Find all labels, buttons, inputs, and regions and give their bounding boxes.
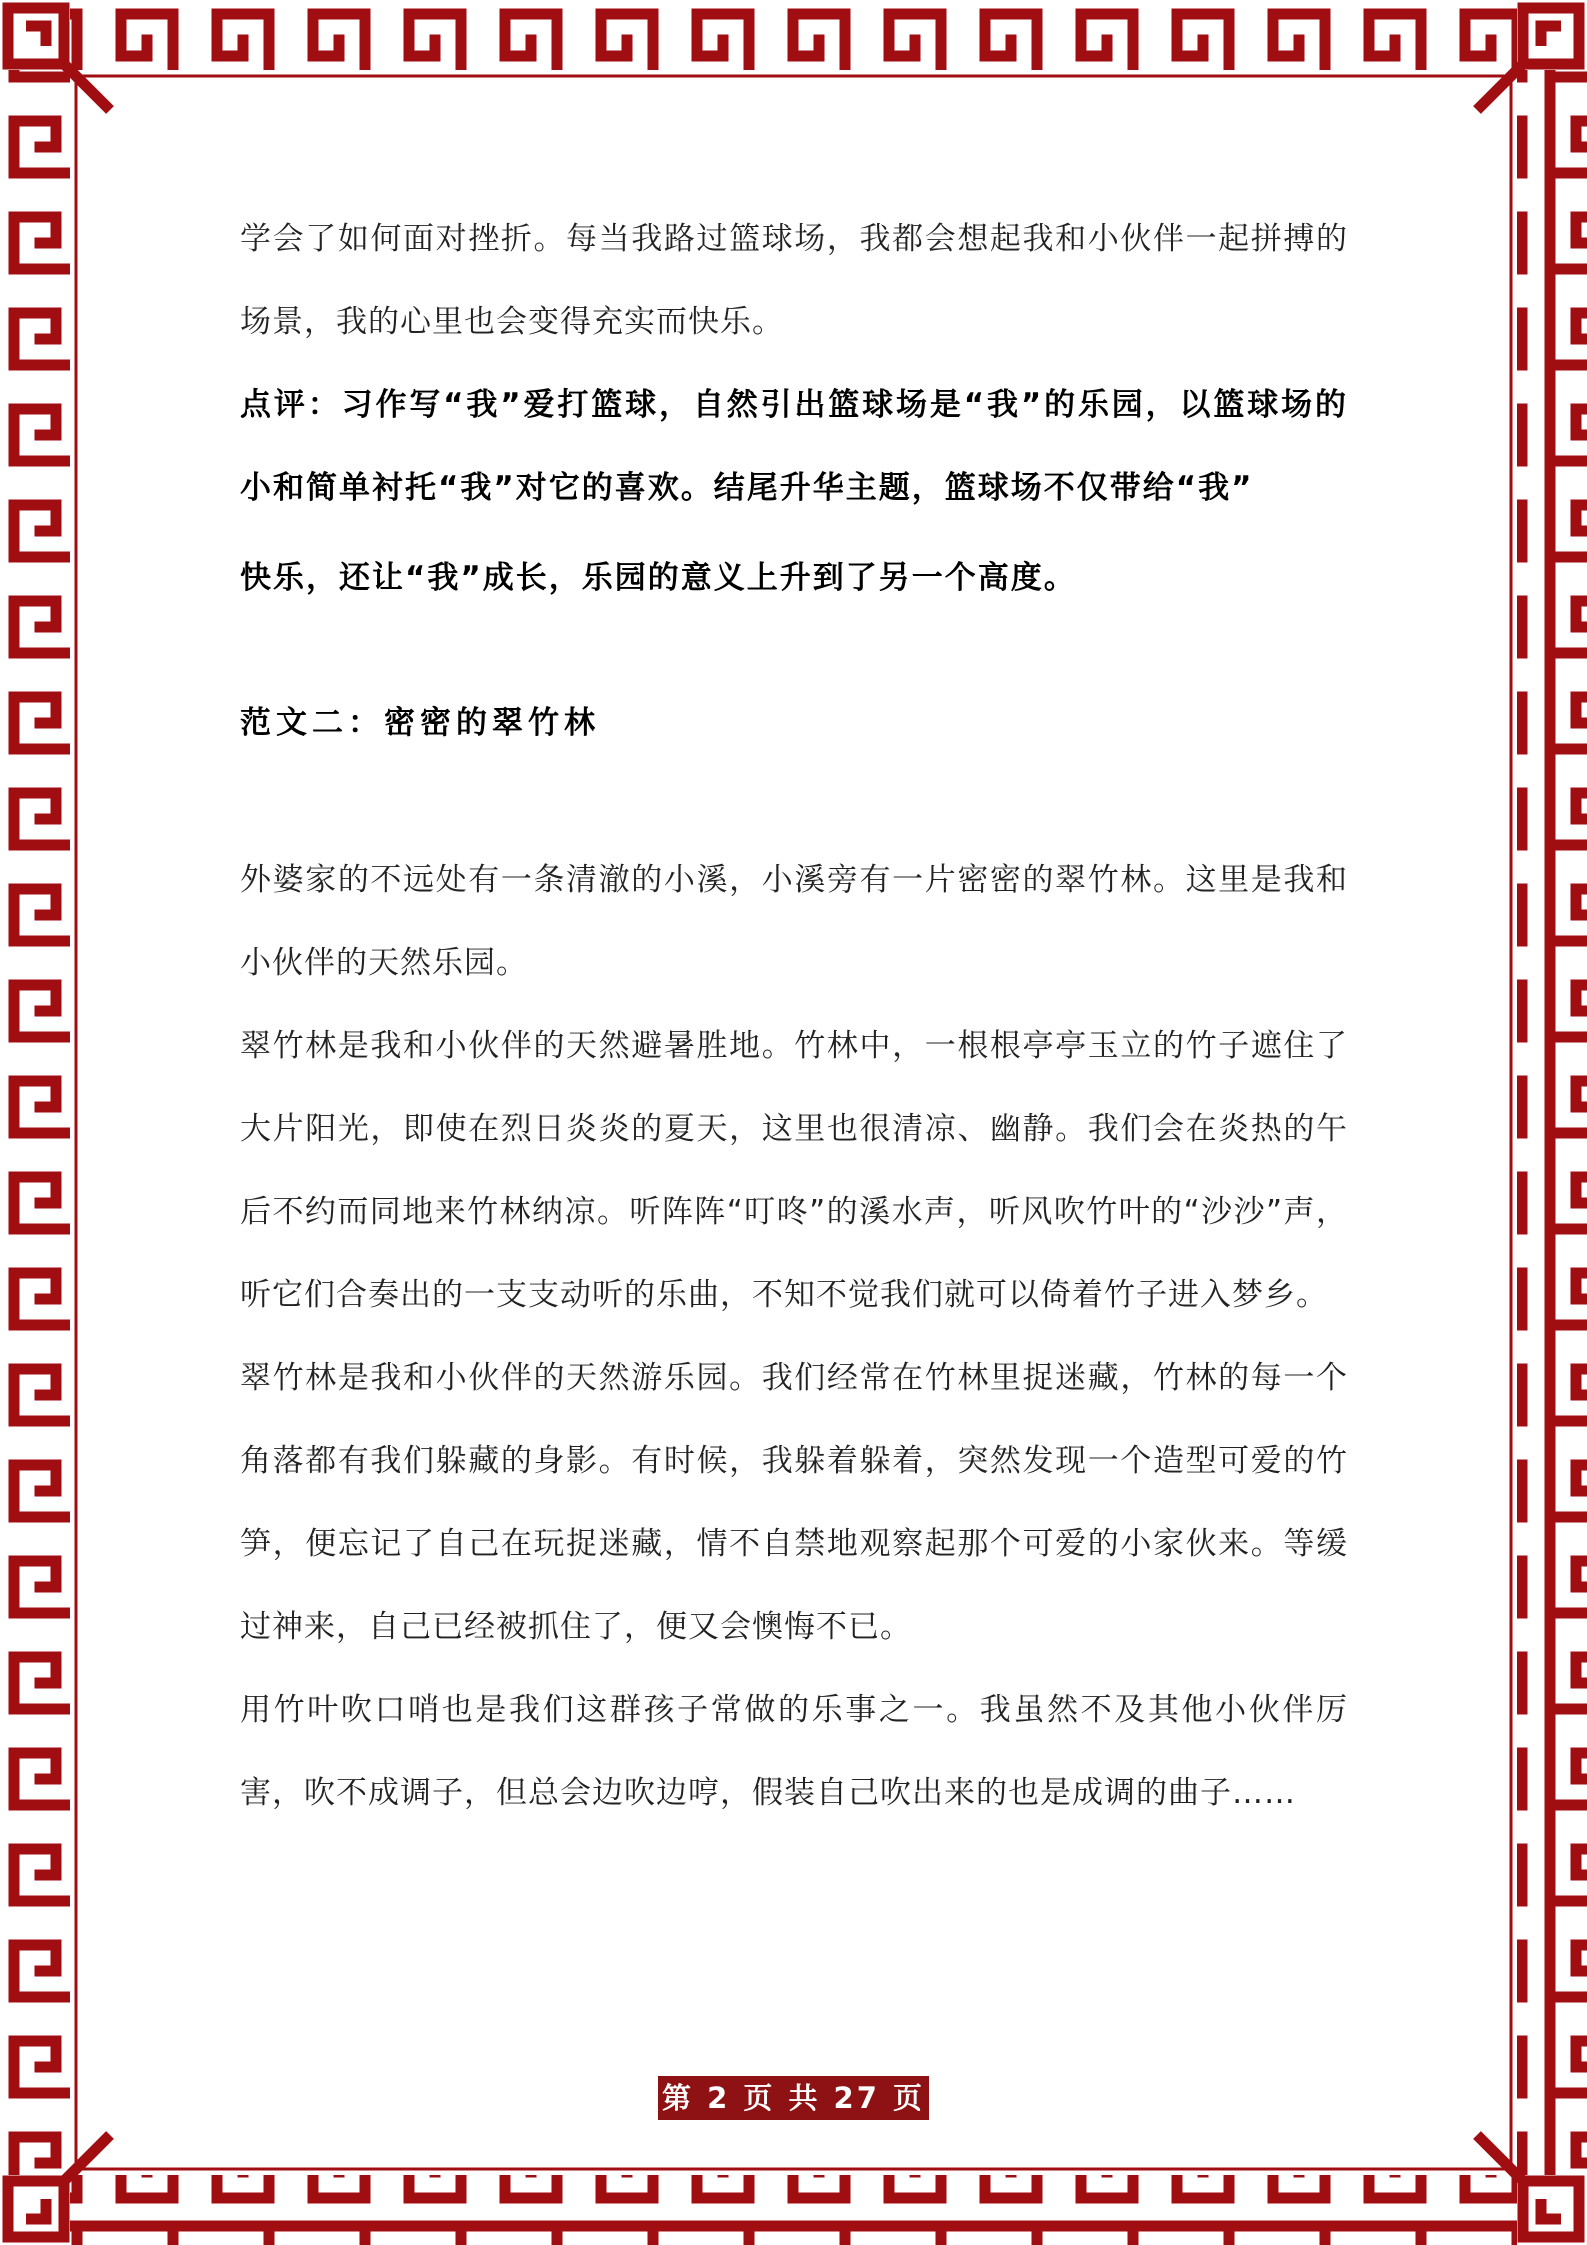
paragraph: 学会了如何面对挫折。每当我路过篮球场，我都会想起我和小伙伴一起拼搏的场景，我的心里也会变得充实而快乐。 bbox=[240, 221, 1348, 340]
review-comment-end: 快乐，还让“我”成长，乐园的意义上升到了另一个高度。 bbox=[240, 560, 1077, 596]
paragraph: 翠竹林是我和小伙伴的天然避暑胜地。竹林中，一根根亭亭玉立的竹子遮住了大片阳光，即使在烈日炎炎的夏天，这里也很清凉、幽静。我们会在炎热的午后不约而同地来竹林纳凉。听阵阵“叮咚”的溪水声，听风吹竹叶的“沙沙”声，听它们合奏出的一支支动听的乐曲，不知不觉我们就可以倚着竹子进入梦乡。 bbox=[240, 1028, 1348, 1313]
page-footer bbox=[0, 2076, 1587, 2120]
paragraph: 外婆家的不远处有一条清澈的小溪，小溪旁有一片密密的翠竹林。这里是我和小伙伴的天然乐园。 bbox=[240, 862, 1348, 981]
review-comment: 点评：习作写“我”爱打篮球，自然引出篮球场是“我”的乐园，以篮球场的小和简单衬托“我”对它的喜欢。结尾升华主题，篮球场不仅带给“我” bbox=[240, 387, 1348, 506]
paragraph: 用竹叶吹口哨也是我们这群孩子常做的乐事之一。我虽然不及其他小伙伴厉害，吹不成调子，但总会边吹边哼，假装自己吹出来的也是成调的曲子…… bbox=[240, 1692, 1348, 1811]
paragraph: 翠竹林是我和小伙伴的天然游乐园。我们经常在竹林里捉迷藏，竹林的每一个角落都有我们躲藏的身影。有时候，我躲着躲着，突然发现一个造型可爱的竹笋，便忘记了自己在玩捉迷藏，情不自禁地观察起那个可爱的小家伙来。等缓过神来，自己已经被抓住了，便又会懊悔不已。 bbox=[240, 1360, 1348, 1645]
article-body bbox=[240, 198, 1348, 1835]
section-heading: 范文二：密密的翠竹林 bbox=[240, 705, 600, 741]
page-number: 第 2 页 共 27 页 bbox=[658, 2076, 929, 2120]
